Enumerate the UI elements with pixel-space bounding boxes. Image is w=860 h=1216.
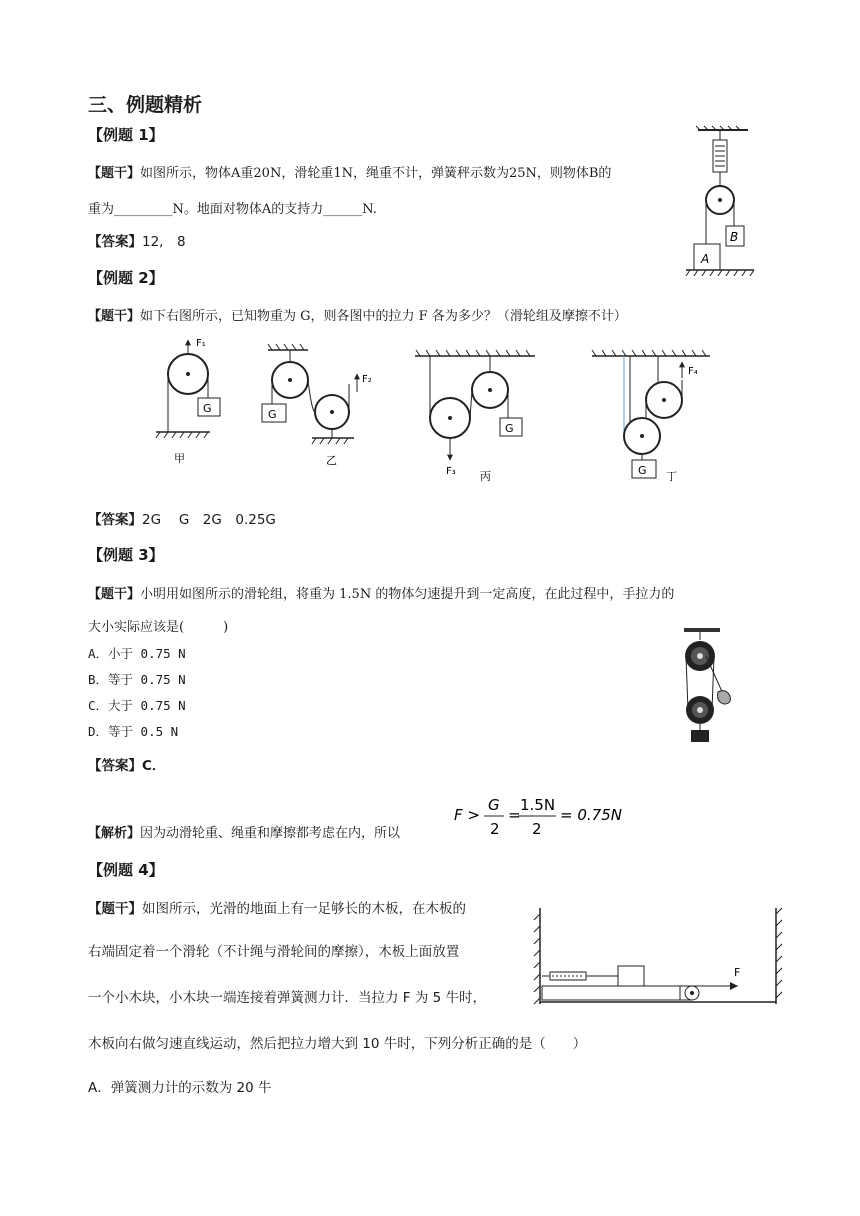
question-tag: 【题干】 <box>88 901 142 917</box>
analysis-tag: 【解析】 <box>88 826 141 841</box>
figure-caption: 甲 <box>174 452 185 465</box>
example-3-analysis <box>88 822 400 841</box>
example-4-question-line4: 木板向右做匀速直线运动，然后把拉力增大到 10 牛时，下列分析正确的是（ ） <box>88 1036 587 1052</box>
figure-caption: 乙 <box>326 454 337 467</box>
question-tag: 【题干】 <box>88 166 141 181</box>
svg-text:=: = <box>508 806 521 824</box>
force-label: F₃ <box>446 466 456 477</box>
example-4-question-line2: 右端固定着一个滑轮（不计绳与滑轮间的摩擦），木板上面放置 <box>88 944 460 960</box>
weight-label: G <box>638 464 647 477</box>
section-title: 三、例题精析 <box>88 94 203 116</box>
figure-caption: 丙 <box>480 470 491 483</box>
question-text: 如下右图所示，已知物重为 G，则各图中的拉力 F 各为多少？（滑轮组及摩擦不计） <box>140 309 627 324</box>
formula-numerator: G <box>488 796 500 814</box>
figure-label-a: A <box>701 252 710 266</box>
question-text: 小明用如图所示的滑轮组，将重为 1.5N 的物体匀速提升到一定高度，在此过程中，手拉力的 <box>140 587 675 602</box>
example-2-answer <box>88 508 276 528</box>
answer-tag: 【答案】 <box>88 234 142 250</box>
example-1-figure <box>680 126 760 282</box>
diagram-yi <box>262 344 372 467</box>
example-4-question-line3: 一个小木块，小木块一端连接着弹簧测力计．当拉力 F 为 5 牛时， <box>88 990 487 1006</box>
figure-caption: 丁 <box>666 470 677 483</box>
formula-numerator: 1.5N <box>520 796 556 814</box>
example-2-question <box>88 305 627 324</box>
answer-text: 12, 8 <box>142 234 186 250</box>
question-tag: 【题干】 <box>88 309 141 324</box>
formula-denominator: 2 <box>490 820 500 838</box>
weight-label: G <box>203 402 212 415</box>
example-1-heading: 【例题 1】 <box>88 126 164 144</box>
formula <box>454 790 634 838</box>
answer-text: 2G G 2G 0.25G <box>142 512 276 528</box>
force-label: F <box>734 966 741 979</box>
example-1-answer <box>88 230 186 250</box>
diagram-jia <box>156 338 220 465</box>
diagram-bing <box>415 350 535 483</box>
answer-tag: 【答案】 <box>88 758 142 774</box>
example-4-heading: 【例题 4】 <box>88 861 164 879</box>
example-3-figure <box>680 626 740 744</box>
formula-denominator: 2 <box>532 820 542 838</box>
example-3-question-line1 <box>88 583 674 602</box>
example-2-heading: 【例题 2】 <box>88 269 164 287</box>
example-3-answer <box>88 754 165 774</box>
example-2-figure <box>150 334 730 494</box>
figure-label-b: B <box>730 230 739 244</box>
example-3-heading: 【例题 3】 <box>88 546 164 564</box>
force-label: F₄ <box>688 366 698 377</box>
formula-lhs: F > <box>454 806 480 824</box>
example-3-question-line2: 大小实际应该是( ) <box>88 620 229 635</box>
force-label: F₂ <box>362 374 372 385</box>
option-c: C．大于 0.75 N <box>88 698 186 713</box>
example-1-question-line2: 重为_________N。地面对物体A的支持力______N. <box>88 202 377 217</box>
formula-rhs: = 0.75N <box>560 806 622 824</box>
question-text: 如图所示，物体A重20N，滑轮重1N，绳重不计，弹簧秤示数为25N，则物体B的 <box>140 166 612 181</box>
analysis-text: 因为动滑轮重、绳重和摩擦都考虑在内，所以 <box>140 826 401 841</box>
example-4-option-a: A．弹簧测力计的示数为 20 牛 <box>88 1080 272 1096</box>
question-tag: 【题干】 <box>88 587 141 602</box>
answer-text: C． <box>142 758 166 774</box>
force-label: F₁ <box>196 338 206 349</box>
example-4-figure <box>532 904 788 1012</box>
option-b: B．等于 0.75 N <box>88 672 186 687</box>
example-1-question-line1 <box>88 162 611 181</box>
answer-tag: 【答案】 <box>88 512 142 528</box>
example-4-question-line1 <box>88 897 466 917</box>
weight-label: G <box>268 408 277 421</box>
question-text: 如图所示，光滑的地面上有一足够长的木板，在木板的 <box>142 901 466 917</box>
option-a: A．小于 0.75 N <box>88 646 186 661</box>
diagram-ding <box>592 350 710 483</box>
weight-label: G <box>505 422 514 435</box>
option-d: D．等于 0.5 N <box>88 724 179 739</box>
